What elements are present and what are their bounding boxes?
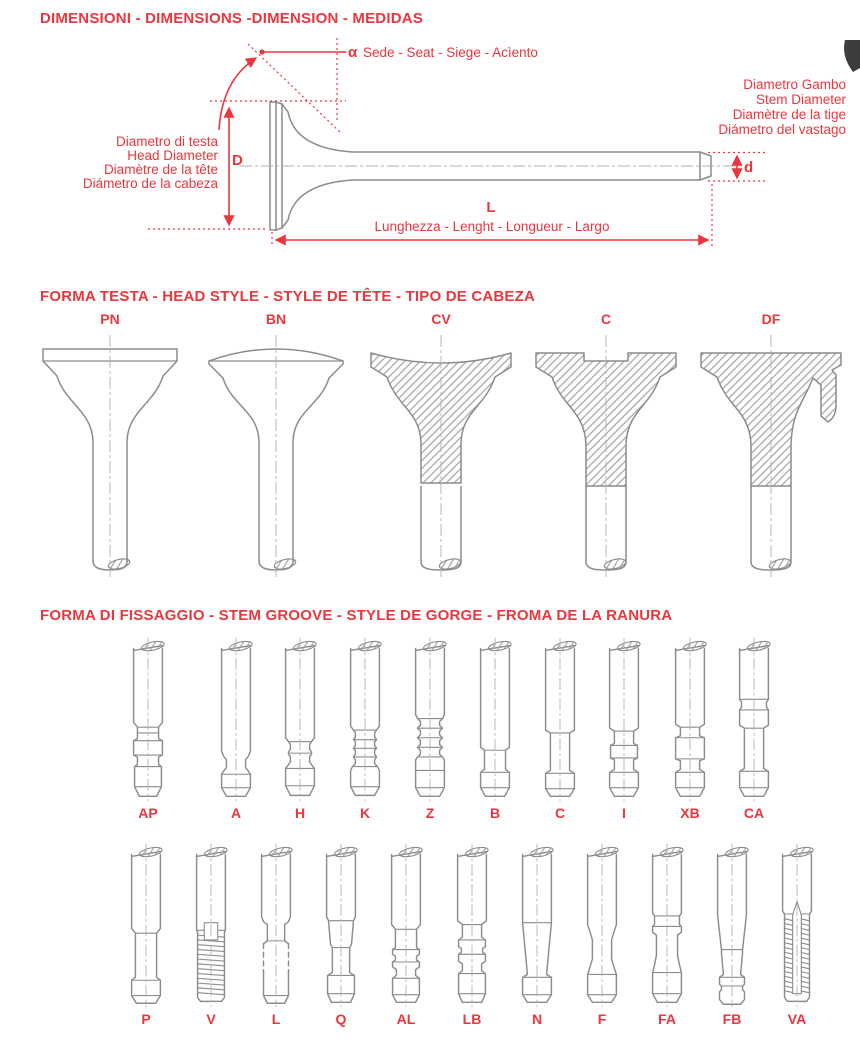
stem-groove-label: A [230,805,242,821]
stem-groove-figure [762,842,832,1010]
stem-groove-label: AL [396,1011,416,1027]
head-style-label: DF [761,311,781,327]
stem-groove-item [111,839,181,1028]
head-style-label: C [600,311,612,327]
length-symbol: L [486,199,496,216]
svg-text:Diámetro de la cabeza: Diámetro de la cabeza [82,176,218,191]
svg-text:Diamètre de la tige: Diamètre de la tige [732,107,846,122]
length-label: Lunghezza - Lenght - Longueur - Largo [374,219,610,234]
stem-groove-figure [371,842,441,1010]
svg-text:Diametro Gambo: Diametro Gambo [743,77,846,92]
stem-groove-label: K [359,805,371,821]
stem-groove-figure [437,842,507,1010]
stem-groove-label: B [489,805,501,821]
stem-groove-label: F [597,1011,607,1027]
stem-groove-label: L [271,1011,281,1027]
stem-groove-label: CA [743,805,765,821]
stem-groove-figure [111,842,181,1010]
stem-groove-label: Z [425,805,435,821]
stem-groove-label: V [206,1011,216,1027]
stem-groove-item [697,839,767,1028]
head-diameter-symbol: D [232,152,243,169]
svg-text:Stem Diameter: Stem Diameter [755,92,846,107]
svg-text:Diámetro del vastago: Diámetro del vastago [718,122,846,137]
stem-groove-label: Q [335,1011,347,1027]
stem-groove-figure [176,842,246,1010]
stem-groove-item [437,839,507,1028]
svg-text:Diamètre de la tête: Diamètre de la tête [103,162,218,177]
stem-groove-figure [502,842,572,1010]
stem-groove-figure [567,842,637,1010]
stem-groove-figure [632,842,702,1010]
stem-groove-item [306,839,376,1028]
stem-groove-label: FA [658,1011,676,1027]
seat-label: Sede - Seat - Siege - Acìento [363,45,538,60]
head-style-label: CV [431,311,451,327]
stem-groove-item [632,839,702,1028]
stem-groove-label: I [622,805,626,821]
stem-groove-figure [241,842,311,1010]
head-style-label: PN [100,311,120,327]
stem-groove-figure [306,842,376,1010]
stem-groove-item [176,839,246,1028]
head-style-label: BN [265,311,287,327]
alpha-symbol: α [348,44,358,61]
stem-groove-item [502,839,572,1028]
svg-text:Head Diameter: Head Diameter [127,148,218,163]
stem-groove-item [762,839,832,1028]
stem-groove-item [567,839,637,1028]
stem-groove-label: AP [138,805,158,821]
stem-groove-label: VA [787,1011,807,1027]
stem-groove-label: N [531,1011,543,1027]
head-style-section-title: FORMA TESTA - HEAD STYLE - STYLE DE TÊTE - TIPO DE CABEZA [40,288,536,305]
stem-groove-section-title: FORMA DI FISSAGGIO - STEM GROOVE - STYLE DE GORGE - FROMA DE LA RANURA [40,607,673,624]
stem-groove-label: P [141,1011,151,1027]
stem-groove-label: C [554,805,566,821]
stem-diameter-symbol: d [744,159,754,176]
stem-groove-item [241,839,311,1028]
dimensions-section-title: DIMENSIONI - DIMENSIONS -DIMENSION - MEDIDAS [40,10,423,27]
svg-text:Diametro di testa: Diametro di testa [115,134,218,149]
stem-groove-label: XB [680,805,700,821]
stem-groove-figure [697,842,767,1010]
stem-groove-label: LB [462,1011,482,1027]
stem-groove-item [371,839,441,1028]
stem-groove-label: FB [722,1011,742,1027]
stem-groove-label: H [294,805,306,821]
